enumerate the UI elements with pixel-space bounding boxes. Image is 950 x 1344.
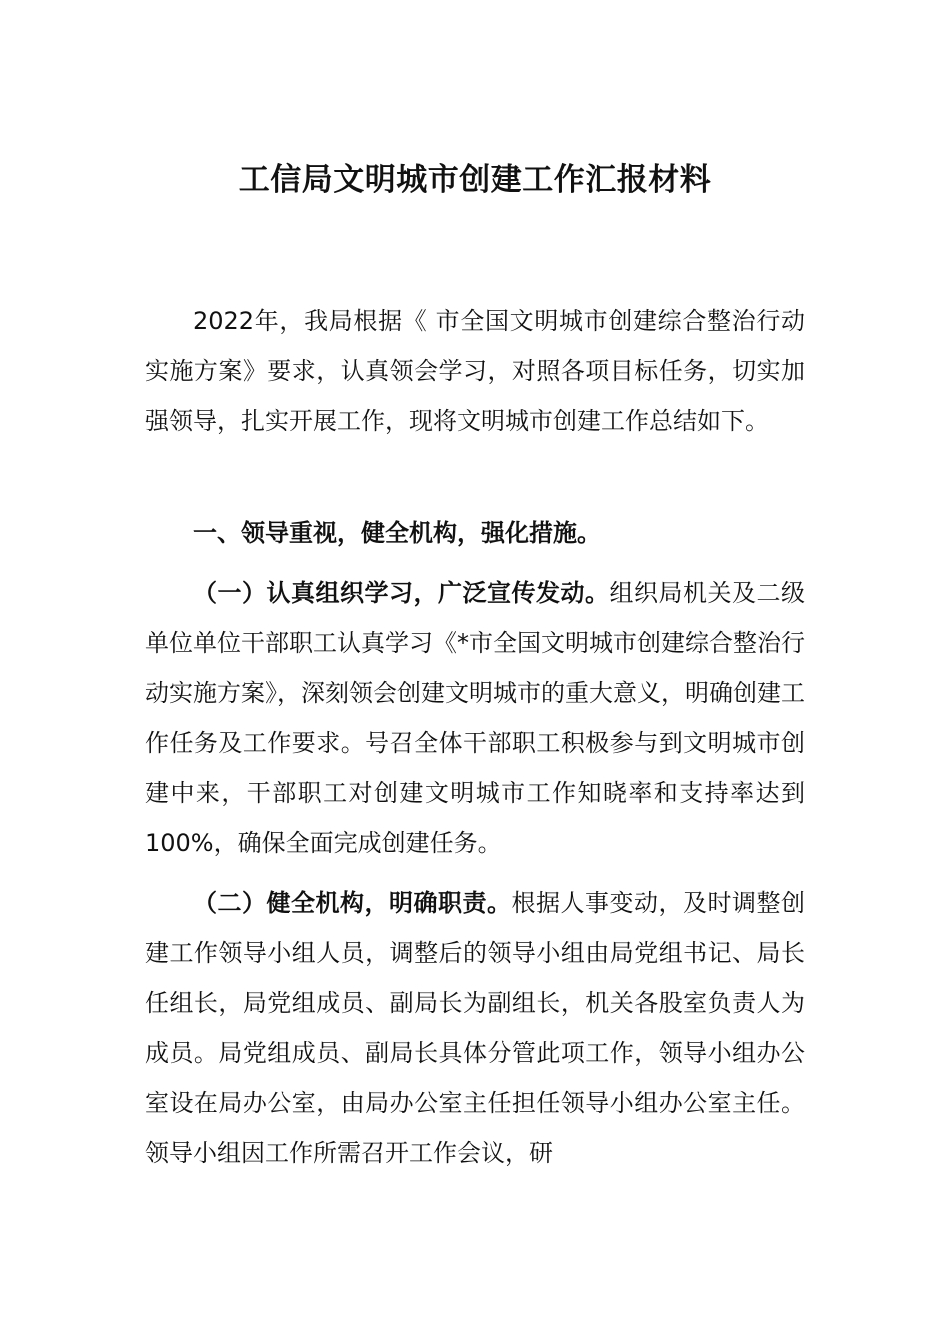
subsection-text-1: 组织局机关及二级单位单位干部职工认真学习《*市全国文明城市创建综合整治行动实施方案》，深刻领会创建文明城市的重大意义，明确创建工作任务及工作要求。号召全体干部职工积极参与到文明城市创建中来，干部职工对创建文明城市工作知晓率和支持率达到100%，确保全面完成创建任务。: [145, 579, 805, 857]
intro-paragraph: 2022年，我局根据《 市全国文明城市创建综合整治行动实施方案》要求，认真领会学习，对照各项目标任务，切实加强领导，扎实开展工作，现将文明城市创建工作总结如下。: [145, 307, 805, 435]
document-title: 工信局文明城市创建工作汇报材料: [238, 162, 712, 198]
subsection-heading-1: （一）认真组织学习，广泛宣传发动。: [193, 579, 610, 607]
subsection-text-2: 根据人事变动，及时调整创建工作领导小组人员，调整后的领导小组由局党组书记、局长任组长，局党组成员、副局长为副组长，机关各股室负责人为成员。局党组成员、副局长具体分管此项工作，领导小组办公室设在局办公室，由局办公室主任担任领导小组办公室主任。领导小组因工作所需召开工作会议，研: [145, 889, 805, 1167]
section-heading-1: 一、领导重视，健全机构，强化措施。: [193, 519, 601, 547]
subsection-paragraph-1: [145, 568, 805, 868]
subsection-heading-2: （二）健全机构，明确职责。: [193, 889, 512, 917]
subsection-paragraph-2: [145, 878, 805, 1178]
